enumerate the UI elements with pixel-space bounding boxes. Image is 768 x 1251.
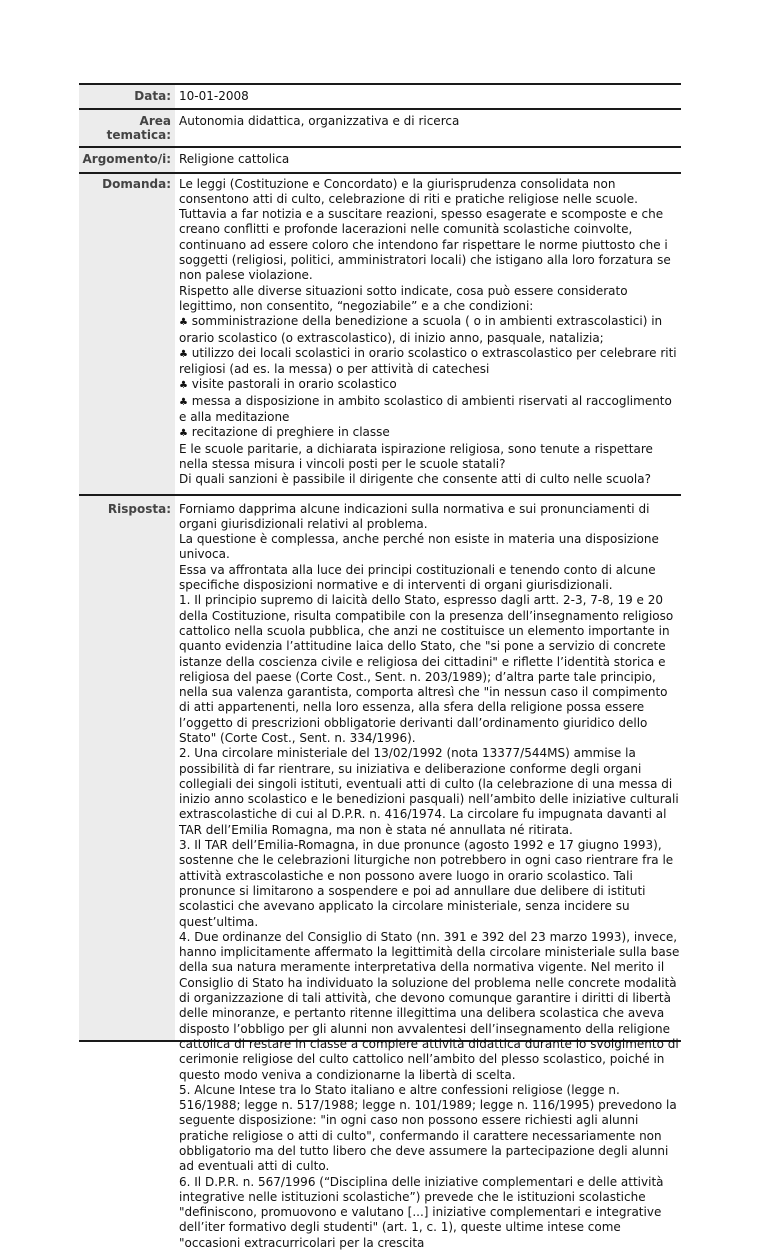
field-label-data: Data: <box>79 85 175 108</box>
field-value-data: 10-01-2008 <box>179 89 249 103</box>
domanda-bullet <box>179 346 681 378</box>
domanda-bullet <box>179 394 681 426</box>
domanda-bullet <box>179 377 681 393</box>
risposta-paragraph: 6. Il D.P.R. n. 567/1996 (“Disciplina delle iniziative complementari e delle attività integrative nelle istituzioni scolastiche”) prevede che le istituzioni scolastiche "definiscono, promuovono e valutano [...] iniziative complementari e integrative dell’iter formativo degli studenti" (art. 1, c. 1), queste ultime intese come "occasioni extracurricolari per la crescita <box>179 1174 664 1250</box>
field-label-area: Area tematica: <box>79 110 175 146</box>
domanda-paragraph: Rispetto alle diverse situazioni sotto indicate, cosa può essere considerato legittimo, non consentito, “negoziabile” e a che condizioni: <box>179 283 628 313</box>
risposta-paragraph: 5. Alcune Intese tra lo Stato italiano e altre confessioni religiose (legge n. 516/1988; legge n. 517/1988; legge n. 101/1989; legge n. 116/1995) prevedono la seguente disposizione: "in ogni caso non possono essere richiesti agli alunni pratiche religiose o atti di culto", confermando il carattere necessariamente non obbligatorio ma del tutto libero che deve assumere la partecipazione degli alunni ad eventuali atti di culto. <box>179 1082 677 1174</box>
field-row-data <box>79 83 681 108</box>
domanda-text <box>175 174 681 494</box>
risposta-paragraph: Essa va affrontata alla luce dei principi costituzionali e tenendo conto di alcune specifiche disposizioni normative e di interventi di organi giurisdizionali. <box>179 562 656 593</box>
domanda-paragraph: Di quali sanzioni è passibile il dirigente che consente atti di culto nelle scuola? <box>179 472 651 487</box>
field-row-argomento <box>79 146 681 171</box>
field-label-argomento: Argomento/i: <box>79 148 175 171</box>
club-bullet-icon: ♣ <box>179 428 188 440</box>
domanda-paragraph: Le leggi (Costituzione e Concordato) e la giurisprudenza consolidata non consentono atti di culto, celebrazione di riti e pratiche religiose nelle scuole. Tuttavia a far notizia e a suscitare reazioni, spesso esagerate e scomposte e che creano conflitti e profonde lacerazioni nelle comunità scolastiche coinvolte, continuano ad essere coloro che intendono far rispettare le norme piuttosto che i soggetti (religiosi, politici, amministratori locali) che istigano alla loro forzatura se non palese violazione. <box>179 176 671 283</box>
domanda-paragraph: E le scuole paritarie, a dichiarata ispirazione religiosa, sono tenute a rispettare nella stessa misura i vincoli posti per le scuole statali? <box>179 441 653 471</box>
field-row-risposta <box>79 494 681 1250</box>
field-label-risposta: Risposta: <box>79 496 175 1040</box>
domanda-bullet <box>179 425 681 441</box>
field-label-domanda: Domanda: <box>79 174 175 494</box>
bullet-text: somministrazione della benedizione a scuola ( o in ambienti extrascolastici) in orario scolastico (o extrascolastico), di inizio anno, pasquale, natalizia; <box>179 314 663 345</box>
risposta-paragraph: 4. Due ordinanze del Consiglio di Stato (nn. 391 e 392 del 23 marzo 1993), invece, hanno implicitamente affermato la legittimità della circolare ministeriale sulla base della sua natura meramente interpretativa della normativa vigente. Nel merito il Consiglio di Stato ha individuato la soluzione del problema nelle concrete modalità di organizzazione di tali attività, che devono comunque garantire i diritti di libertà delle minoranze, e pertanto ritenne illegittima una delibera scolastica che aveva disposto l’obbligo per gli alunni non avvalentesi dell’insegnamento della religione cattolica di restare in classe a compiere attività didattica durante lo svolgimento di cerimonie religiose del culto cattolico nell’ambito del plesso scolastico, poiché in questo modo veniva a condizionarne la libertà di scelta. <box>179 929 680 1082</box>
risposta-text <box>175 496 681 1250</box>
domanda-bullet <box>179 314 681 346</box>
risposta-paragraph: 2. Una circolare ministeriale del 13/02/1992 (nota 13377/544MS) ammise la possibilità di far rientrare, su iniziativa e deliberazione conforme degli organi collegiali dei singoli istituti, eventuali atti di culto (la celebrazione di una messa di inizio anno scolastico e le benedizioni pasquali) nell’ambito delle iniziative culturali extrascolastiche di cui al D.P.R. n. 416/1974. La circolare fu impugnata davanti al TAR dell’Emilia Romagna, ma non è stata né annullata né ritirata. <box>179 746 679 837</box>
record-sheet <box>79 83 681 1250</box>
club-bullet-icon: ♣ <box>179 317 188 329</box>
field-value-argomento: Religione cattolica <box>179 152 290 167</box>
risposta-paragraph: La questione è complessa, anche perché non esiste in materia una disposizione univoca. <box>179 532 659 562</box>
club-bullet-icon: ♣ <box>179 380 188 392</box>
risposta-paragraph: 1. Il principio supremo di laicità dello Stato, espresso dagli artt. 2-3, 7-8, 19 e 20 della Costituzione, risulta compatibile con la presenza dell’insegnamento religioso cattolico nella scuola pubblica, che anzi ne costituisce un elemento importante in quanto evidenzia l’attitudine laica dello Stato, che "si pone a servizio di concrete istanze della coscienza civile e religiosa dei cittadini" e riflette l’identità storica e religiosa del paese (Corte Cost., Sent. n. 203/1989); d’altra parte tale principio, nella sua valenza garantista, comporta altresì che "in nessun caso il compimento di atti appartenenti, nella loro essenza, alla sfera della religione possa essere l’oggetto di prescrizioni obbligatorie derivanti dall’ordinamento giuridico dello Stato" (Corte Cost., Sent. n. 334/1996). <box>179 593 674 745</box>
bullet-text: messa a disposizione in ambito scolastico di ambienti riservati al raccoglimento e alla meditazione <box>179 393 672 425</box>
bullet-text: utilizzo dei locali scolastici in orario scolastico o extrascolastico per celebrare riti religiosi (ad es. la messa) o per attività di catechesi <box>179 345 677 377</box>
risposta-paragraph: Forniamo dapprima alcune indicazioni sulla normativa e sui pronunciamenti di organi giurisdizionali relativi al problema. <box>179 501 650 531</box>
club-bullet-icon: ♣ <box>179 396 188 408</box>
bullet-text: visite pastorali in orario scolastico <box>191 377 397 392</box>
field-row-area <box>79 108 681 146</box>
club-bullet-icon: ♣ <box>179 348 188 360</box>
risposta-paragraph: 3. Il TAR dell’Emilia-Romagna, in due pronunce (agosto 1992 e 17 giugno 1993), sostenne che le celebrazioni liturgiche non potrebbero in ogni caso rientrare fra le attività extrascolastiche e non possono avere luogo in orario scolastico. Tali pronunce si limitarono a sospendere e poi ad annullare due delibere di istituti scolastici che avevano applicato la circolare ministeriale, senza incidere su quest’ultima. <box>179 838 674 929</box>
field-value-area: Autonomia didattica, organizzativa e di ricerca <box>179 114 460 129</box>
field-row-domanda <box>79 172 681 494</box>
bullet-text: recitazione di preghiere in classe <box>191 425 390 440</box>
